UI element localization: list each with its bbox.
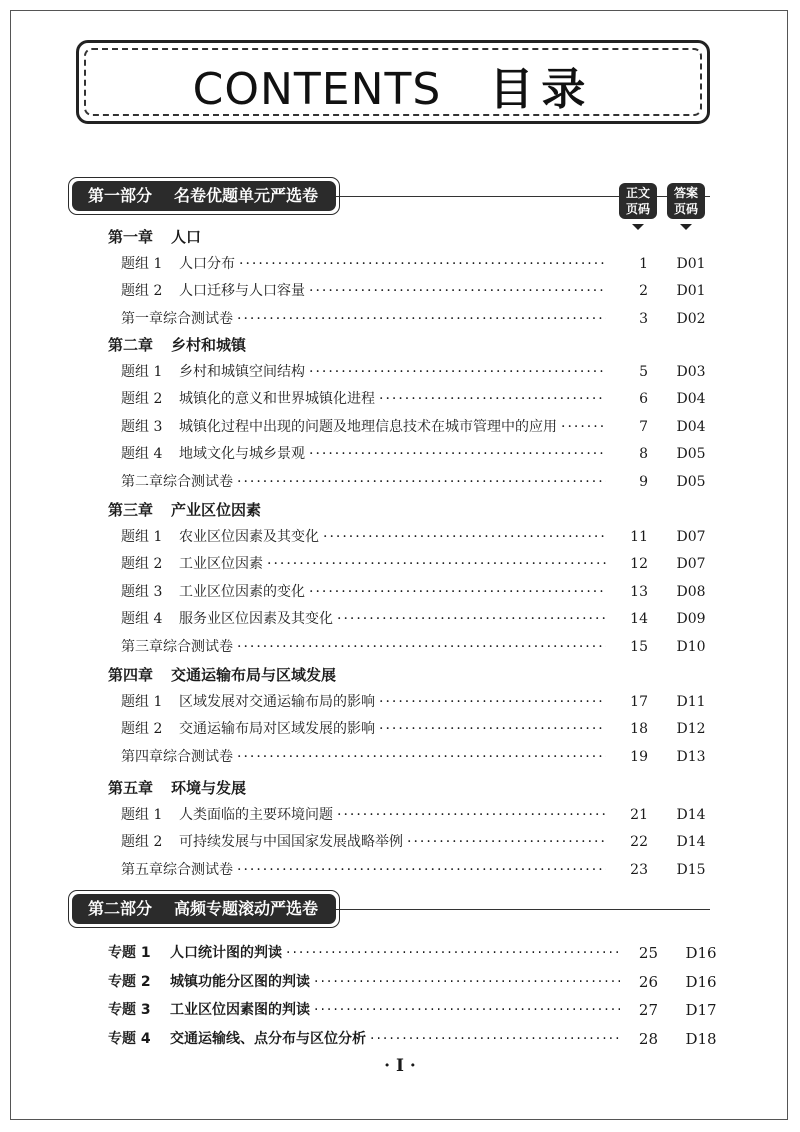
- dot-leader: [286, 940, 620, 966]
- toc-entry[interactable]: [121, 469, 610, 495]
- topic-number: 专题 1: [108, 945, 151, 961]
- toc-entry[interactable]: [121, 689, 610, 715]
- entry-number: 题组 2: [121, 283, 163, 300]
- dot-leader: [379, 386, 606, 412]
- entry-answer-page: D14: [676, 834, 706, 851]
- answer-column-label-2: 页码: [673, 202, 698, 216]
- chapter-title: 交通运输布局与区域发展: [171, 666, 337, 684]
- entry-answer-page: D03: [676, 364, 706, 380]
- toc-entry[interactable]: [121, 306, 610, 332]
- entry-page: 21: [630, 807, 648, 823]
- chapter-heading: [108, 224, 201, 250]
- chapter-row: [0, 662, 800, 688]
- title-chinese: 目录: [489, 64, 594, 115]
- page-number: · I ·: [384, 1056, 416, 1076]
- dot-leader: [309, 441, 606, 467]
- toc-entry-row[interactable]: [0, 386, 800, 412]
- dot-leader: [237, 634, 606, 660]
- chapter-title: 产业区位因素: [171, 501, 262, 519]
- entry-page: 3: [639, 310, 648, 327]
- topic-number: 专题 3: [108, 1002, 151, 1018]
- chapter-number: 第五章: [108, 779, 154, 797]
- entry-number: 题组 2: [121, 834, 163, 851]
- entry-answer-page: D05: [676, 446, 706, 463]
- topic-number: 专题 2: [108, 973, 151, 990]
- dot-leader: [337, 802, 606, 828]
- entry-number: 题组 1: [121, 694, 163, 710]
- dot-leader: [314, 997, 620, 1023]
- dot-leader: [267, 551, 606, 577]
- entry-page: 1: [639, 256, 648, 272]
- chapter-number: 第一章: [108, 228, 154, 246]
- entry-page: 12: [630, 556, 648, 573]
- entry-number: 题组 1: [121, 256, 163, 272]
- toc-entry-row[interactable]: [0, 579, 800, 605]
- toc-entry-row[interactable]: [0, 716, 800, 742]
- topic-title: 城镇功能分区图的判读: [170, 973, 310, 990]
- topic-answer-page: D17: [685, 1001, 717, 1019]
- dot-leader: [237, 744, 606, 770]
- entry-page: 22: [630, 834, 648, 851]
- toc-entry[interactable]: [121, 386, 610, 412]
- entry-page: 23: [630, 861, 648, 878]
- entry-answer-page: D04: [676, 418, 706, 435]
- entry-answer-page: D15: [676, 861, 706, 878]
- entry-title: 区域发展对交通运输布局的影响: [179, 694, 375, 710]
- toc-entry-row[interactable]: [0, 606, 800, 632]
- chapter-number: 第四章: [108, 666, 154, 684]
- entry-title: 工业区位因素: [179, 556, 263, 573]
- title-english: CONTENTS: [192, 64, 442, 115]
- entry-page: 14: [630, 611, 648, 628]
- chapter-title: 环境与发展: [171, 779, 247, 797]
- entry-answer-page: D02: [676, 310, 706, 327]
- topic-answer-page: D16: [685, 944, 717, 962]
- dot-leader: [309, 359, 606, 385]
- toc-entry-row[interactable]: [0, 551, 800, 577]
- contents-title-box: [76, 40, 710, 124]
- answer-column-label-1: 答案: [673, 186, 698, 200]
- toc-entry-row[interactable]: [0, 359, 800, 385]
- entry-answer-page: D01: [676, 256, 706, 272]
- dot-leader: [407, 829, 606, 855]
- part2-label: 第二部分: [88, 899, 153, 918]
- entry-title: 服务业区位因素及其变化: [179, 611, 333, 628]
- entry-number: 题组 2: [121, 556, 163, 573]
- toc-entry[interactable]: [121, 716, 610, 742]
- part1-header: [72, 181, 336, 211]
- page-column-label-1: 正文: [625, 186, 650, 200]
- entry-answer-page: D10: [676, 638, 706, 655]
- entry-title: 工业区位因素的变化: [179, 583, 305, 600]
- toc-entry[interactable]: [121, 744, 610, 770]
- toc-entry-row[interactable]: [0, 251, 800, 277]
- topic-answer-page: D18: [685, 1029, 717, 1048]
- dot-leader: [237, 306, 606, 332]
- entry-answer-page: D07: [676, 529, 706, 545]
- toc-entry[interactable]: [121, 441, 610, 467]
- topic-row[interactable]: [0, 969, 800, 995]
- entry-page: 8: [639, 446, 648, 463]
- entry-number: 题组 2: [121, 721, 163, 738]
- chapter-heading: [108, 332, 246, 358]
- entry-answer-page: D08: [676, 583, 706, 600]
- chapter-row: [0, 497, 800, 523]
- dot-leader: [237, 857, 606, 883]
- entry-answer-page: D11: [676, 694, 706, 710]
- dot-leader: [239, 251, 606, 277]
- chapter-title: 乡村和城镇: [171, 336, 247, 354]
- entry-title: 第一章综合测试卷: [121, 310, 233, 327]
- topic-entry[interactable]: [108, 940, 624, 966]
- entry-title: 城镇化过程中出现的问题及地理信息技术在城市管理中的应用: [179, 418, 557, 435]
- toc-entry[interactable]: [121, 414, 610, 440]
- topic-page: 28: [638, 1029, 658, 1048]
- toc-entry-row[interactable]: [0, 744, 800, 770]
- toc-entry[interactable]: [121, 579, 610, 605]
- toc-entry-row[interactable]: [0, 414, 800, 440]
- page-column-badge: [619, 183, 657, 219]
- entry-number: 题组 1: [121, 529, 163, 545]
- dot-leader: [309, 278, 606, 304]
- toc-entry-row[interactable]: [0, 441, 800, 467]
- dot-leader: [323, 524, 606, 550]
- entry-page: 13: [630, 583, 648, 600]
- toc-entry[interactable]: [121, 524, 610, 550]
- toc-entry[interactable]: [121, 278, 610, 304]
- chapter-heading: [108, 497, 261, 523]
- topic-page: 26: [638, 972, 658, 991]
- entry-page: 2: [639, 283, 648, 300]
- topic-number: 专题 4: [108, 1030, 151, 1047]
- dot-leader: [314, 969, 620, 995]
- part2-title: 高频专题滚动严选卷: [174, 899, 319, 918]
- toc-entry-row[interactable]: [0, 306, 800, 332]
- chapter-title: 人口: [171, 228, 202, 246]
- topic-page: 27: [638, 1001, 658, 1019]
- entry-page: 6: [639, 391, 648, 408]
- entry-title: 乡村和城镇空间结构: [179, 364, 305, 380]
- topic-title: 人口统计图的判读: [170, 945, 282, 961]
- toc-entry[interactable]: [121, 829, 610, 855]
- answer-column-badge: [667, 183, 705, 219]
- chapter-row: [0, 775, 800, 801]
- entry-title: 交通运输布局对区域发展的影响: [179, 721, 375, 738]
- toc-entry-row[interactable]: [0, 278, 800, 304]
- entry-number: 题组 2: [121, 391, 163, 408]
- chapter-heading: [108, 775, 246, 801]
- dot-leader: [237, 469, 606, 495]
- toc-entry-row[interactable]: [0, 469, 800, 495]
- entry-page: 18: [630, 721, 648, 738]
- topic-entry[interactable]: [108, 969, 624, 995]
- chapter-row: [0, 332, 800, 358]
- toc-entry-row[interactable]: [0, 524, 800, 550]
- topic-page: 25: [638, 944, 658, 962]
- entry-answer-page: D14: [676, 807, 706, 823]
- chapter-number: 第二章: [108, 336, 154, 354]
- entry-title: 人类面临的主要环境问题: [179, 807, 333, 823]
- entry-title: 人口分布: [179, 256, 235, 272]
- entry-title: 地域文化与城乡景观: [179, 446, 305, 463]
- entry-number: 题组 1: [121, 364, 163, 380]
- entry-answer-page: D01: [676, 283, 706, 300]
- toc-entry-row[interactable]: [0, 857, 800, 883]
- entry-page: 19: [630, 748, 648, 765]
- toc-entry-row[interactable]: [0, 802, 800, 828]
- entry-answer-page: D07: [676, 556, 706, 573]
- toc-entry-row[interactable]: [0, 634, 800, 660]
- entry-title: 人口迁移与人口容量: [179, 283, 305, 300]
- toc-entry[interactable]: [121, 359, 610, 385]
- toc-entry[interactable]: [121, 551, 610, 577]
- entry-answer-page: D12: [676, 721, 706, 738]
- topic-entry[interactable]: [108, 1026, 624, 1052]
- topic-row[interactable]: [0, 1026, 800, 1052]
- page-title: [79, 53, 707, 117]
- page-column-label-2: 页码: [625, 202, 650, 216]
- entry-title: 农业区位因素及其变化: [179, 529, 319, 545]
- entry-number: 题组 4: [121, 446, 163, 463]
- entry-answer-page: D05: [676, 473, 706, 490]
- entry-number: 题组 3: [121, 583, 163, 600]
- entry-number: 题组 3: [121, 418, 163, 435]
- entry-title: 可持续发展与中国国家发展战略举例: [179, 834, 403, 851]
- entry-title: 城镇化的意义和世界城镇化进程: [179, 391, 375, 408]
- entry-title: 第二章综合测试卷: [121, 473, 233, 490]
- topic-row[interactable]: [0, 940, 800, 966]
- dot-leader: [370, 1026, 620, 1052]
- dot-leader: [379, 689, 606, 715]
- entry-page: 17: [630, 694, 648, 710]
- chapter-number: 第三章: [108, 501, 154, 519]
- entry-page: 7: [639, 418, 648, 435]
- entry-answer-page: D13: [676, 748, 706, 765]
- toc-entry[interactable]: [121, 857, 610, 883]
- entry-number: 题组 1: [121, 807, 163, 823]
- toc-entry[interactable]: [121, 802, 610, 828]
- part1-label: 第一部分: [88, 186, 153, 205]
- entry-answer-page: D09: [676, 611, 706, 628]
- topic-answer-page: D16: [685, 972, 717, 991]
- toc-entry[interactable]: [121, 606, 610, 632]
- entry-answer-page: D04: [676, 391, 706, 408]
- part2-header: [72, 894, 336, 924]
- entry-title: 第四章综合测试卷: [121, 748, 233, 765]
- chapter-row: [0, 224, 800, 250]
- chapter-heading: [108, 662, 336, 688]
- dot-leader: [309, 579, 606, 605]
- entry-page: 9: [639, 473, 648, 490]
- dot-leader: [379, 716, 606, 742]
- entry-number: 题组 4: [121, 611, 163, 628]
- toc-entry-row[interactable]: [0, 689, 800, 715]
- entry-page: 15: [630, 638, 648, 655]
- entry-page: 11: [630, 529, 648, 545]
- topic-title: 交通运输线、点分布与区位分析: [170, 1030, 366, 1047]
- toc-entry-row[interactable]: [0, 829, 800, 855]
- entry-page: 5: [639, 364, 648, 380]
- topic-entry[interactable]: [108, 997, 624, 1023]
- entry-title: 第三章综合测试卷: [121, 638, 233, 655]
- entry-title: 第五章综合测试卷: [121, 861, 233, 878]
- topic-title: 工业区位因素图的判读: [170, 1002, 310, 1018]
- part1-title: 名卷优题单元严选卷: [174, 186, 319, 205]
- topic-row[interactable]: [0, 997, 800, 1023]
- dot-leader: [337, 606, 606, 632]
- toc-entry[interactable]: [121, 251, 610, 277]
- toc-entry[interactable]: [121, 634, 610, 660]
